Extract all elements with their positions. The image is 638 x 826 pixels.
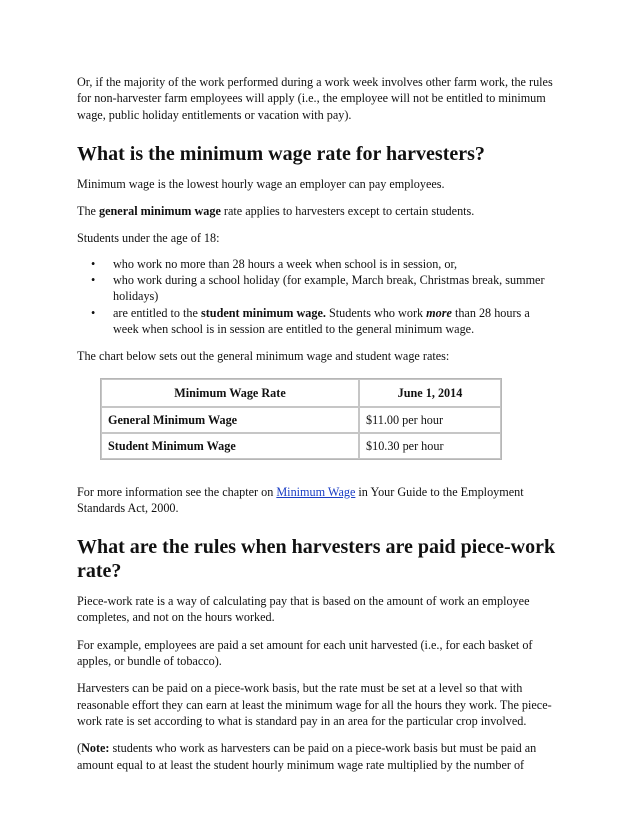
table-cell: $10.30 per hour [359,433,501,459]
table-header-cell: June 1, 2014 [359,379,501,407]
document-body [77,74,557,773]
table-header-row [101,379,501,407]
table-cell: $11.00 per hour [359,407,501,433]
list-item [77,305,557,338]
more-info-paragraph [77,484,557,517]
minimum-wage-link[interactable]: Minimum Wage [276,484,356,499]
piece-work-rules: Harvesters can be paid on a piece-work basis, but the rate must be set at a level so that with reasonable effort they can earn at least the minimum wage for all the hours they work. The piece-work rate is set according to what is standard pay in an area for the particular crop involved. [77,681,552,728]
chart-intro: The chart below sets out the general minimum wage and student wage rates: [77,349,450,364]
table-cell: General Minimum Wage [101,407,359,433]
text-run: Students who work [325,305,427,320]
section-heading-piece-work: What are the rules when harvesters are paid piece-work rate? [77,536,556,583]
list-item [77,256,557,272]
text-run: The [77,204,99,219]
table-header-cell: Minimum Wage Rate [101,379,359,407]
text-run: rate applies to harvesters except to certain students. [220,204,475,219]
student-note-paragraph [77,740,557,773]
bold-term: student minimum wage. [201,305,326,320]
text-run: For more information see the chapter on [77,484,277,499]
piece-work-example: For example, employees are paid a set amount for each unit harvested (i.e., for each basket of apples, or bundle of tobacco). [77,637,533,669]
text-run: are entitled to the [113,305,201,320]
text-run: students who work as harvesters can be paid on a piece-work basis but must be paid an amount equal to at least the student hourly minimum wage rate multiplied by the number of [77,741,537,772]
list-item-text [113,306,530,336]
students-bullet-list [77,256,557,337]
section-heading-minimum-wage: What is the minimum wage rate for harvesters? [77,142,485,165]
emphasis-term: more [426,305,452,320]
minimum-wage-definition: Minimum wage is the lowest hourly wage an employer can pay employees. [77,176,445,191]
piece-work-definition: Piece-work rate is a way of calculating pay that is based on the amount of work an employee completes, and not on the hours worked. [77,594,530,625]
bullet-icon: • [91,273,96,288]
intro-paragraph: Or, if the majority of the work performed during a work week involves other farm work, the rules for non-harvester farm employees will apply (i.e., the employee will not be entitled to minimum wage, public holiday entitlements or vacation with pay). [77,75,553,122]
bold-term: general minimum wage [99,204,221,219]
list-item-text: who work during a school holiday (for example, March break, Christmas break, summer holidays) [113,273,545,304]
bullet-icon: • [91,256,96,271]
text-run: in Your Guide to the Employment Standards Act, 2000. [77,484,524,515]
table-row [101,433,501,459]
table-row [101,407,501,433]
table-cell: Student Minimum Wage [101,433,359,459]
general-minimum-wage-paragraph [77,203,557,219]
text-run: ( [77,741,82,756]
list-item-text: who work no more than 28 hours a week when school is in session, or, [113,256,458,271]
wage-rate-table [100,378,502,460]
note-label: Note: [81,741,110,756]
students-intro: Students under the age of 18: [77,231,220,246]
list-item [77,272,557,305]
text-run: than 28 hours a week when school is in session are entitled to the general minimum wage. [113,305,530,336]
bullet-icon: • [91,305,96,320]
